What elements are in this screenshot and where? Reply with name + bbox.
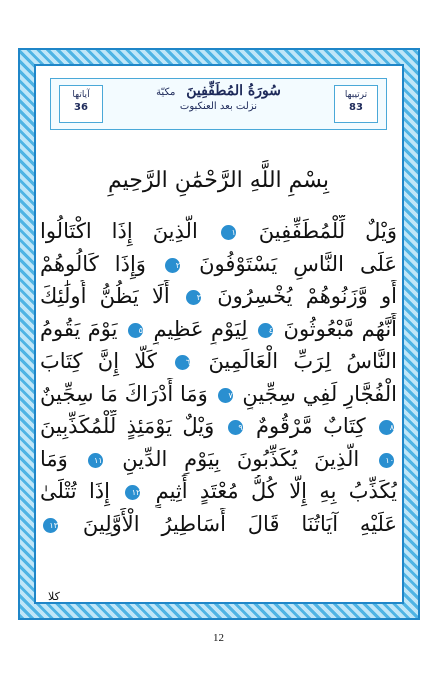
sura-order-label: ترتيبها — [344, 90, 368, 100]
verse-text: الَّذِينَ إِذَا اكْتَالُوا — [40, 219, 218, 243]
ayah-number-marker: ٨ — [379, 420, 394, 435]
verse-count-box — [59, 85, 103, 123]
verse-line — [40, 443, 397, 476]
verse-text: أَو وَّزَنُوهُمْ يُخْسِرُونَ — [204, 284, 397, 308]
verse-line — [40, 410, 397, 443]
verse-text: وَيْلٌ يَوْمَئِذٍ لِّلْمُكَذِّبِينَ — [40, 414, 225, 438]
verse-line — [40, 475, 397, 508]
verse-text: يَوْمَ يَقُومُ — [40, 316, 125, 341]
verse-line — [40, 313, 397, 346]
revelation-note: نزلت بعد العنكبوت — [179, 101, 258, 112]
verse-line — [40, 215, 397, 248]
verse-text: أَلَا يَظُنُّ أُولَٰئِكَ — [40, 284, 183, 308]
verse-count-value: 36 — [74, 102, 88, 113]
verse-line — [40, 345, 397, 378]
verse-text: الْفُجَّارِ لَفِي سِجِّينٍ — [235, 381, 397, 406]
verse-text: أَنَّهُم مَّبْعُوثُونَ — [276, 316, 397, 341]
catchword: كلا — [48, 590, 60, 603]
verse-count-label: آياتها — [72, 90, 90, 100]
verse-text: لِيَوْمٍ عَظِيمٍ — [145, 316, 256, 341]
basmala: بِسْمِ اللَّهِ الرَّحْمَٰنِ الرَّحِيمِ — [107, 168, 330, 193]
verse-line — [40, 280, 397, 313]
sura-order-value: 83 — [349, 102, 363, 113]
ayah-number-marker: ٤ — [258, 323, 273, 338]
verse-line — [40, 378, 397, 411]
sura-place: مكيّة — [156, 87, 176, 98]
sura-header — [50, 78, 387, 130]
verse-line — [40, 248, 397, 281]
verse-text: كِتَابٌ مَّرْقُومٌ — [245, 414, 376, 438]
verse-text: الَّذِينَ يُكَذِّبُونَ بِيَوْمِ الدِّينِ — [105, 446, 376, 471]
page-number: 12 — [213, 632, 224, 644]
verse-text: وَإِذَا كَالُوهُمْ — [40, 251, 163, 276]
sura-title — [111, 83, 326, 99]
ayah-number-marker: ١١ — [88, 453, 103, 468]
verse-text: وَمَا أَدْرَاكَ مَا سِجِّينٌ — [40, 381, 215, 406]
verse-text: وَمَا — [40, 446, 85, 471]
sura-title-block — [111, 83, 326, 112]
verse-text: وَيْلٌ لِّلْمُطَفِّفِينَ — [238, 219, 397, 243]
ayah-number-marker: ٩ — [228, 420, 243, 435]
ayah-number-marker: ٦ — [175, 355, 190, 370]
verse-text: عَلَيْهِ آيَاتُنَا قَالَ أَسَاطِيرُ الْأَوَّلِينَ — [61, 511, 397, 536]
verse-line — [40, 508, 397, 541]
ayah-number-marker: ٧ — [218, 388, 233, 403]
ayah-number-marker: ١٣ — [43, 518, 58, 533]
sura-name: سُورَةُ المُطَفِّفِينَ — [186, 83, 281, 99]
ayah-number-marker: ١٢ — [125, 485, 140, 500]
verse-text: يُكَذِّبُ بِهِ إِلَّا كُلُّ مُعْتَدٍ أَثِيمٍ — [143, 479, 397, 503]
verse-text: عَلَى النَّاسِ يَسْتَوْفُونَ — [183, 251, 397, 276]
ayah-number-marker: ٣ — [186, 290, 201, 305]
ayah-number-marker: ١٠ — [379, 453, 394, 468]
verse-text: إِذَا تُتْلَىٰ — [40, 479, 123, 503]
ayah-number-marker: ٢ — [165, 258, 180, 273]
verse-text: النَّاسُ لِرَبِّ الْعَالَمِينَ — [193, 349, 397, 373]
ayah-number-marker: ٥ — [128, 323, 143, 338]
sura-order-box — [334, 85, 378, 123]
ayah-number-marker: ١ — [221, 225, 236, 240]
verse-text: كَلَّا إِنَّ كِتَابَ — [40, 349, 173, 373]
verse-lines — [40, 215, 397, 540]
